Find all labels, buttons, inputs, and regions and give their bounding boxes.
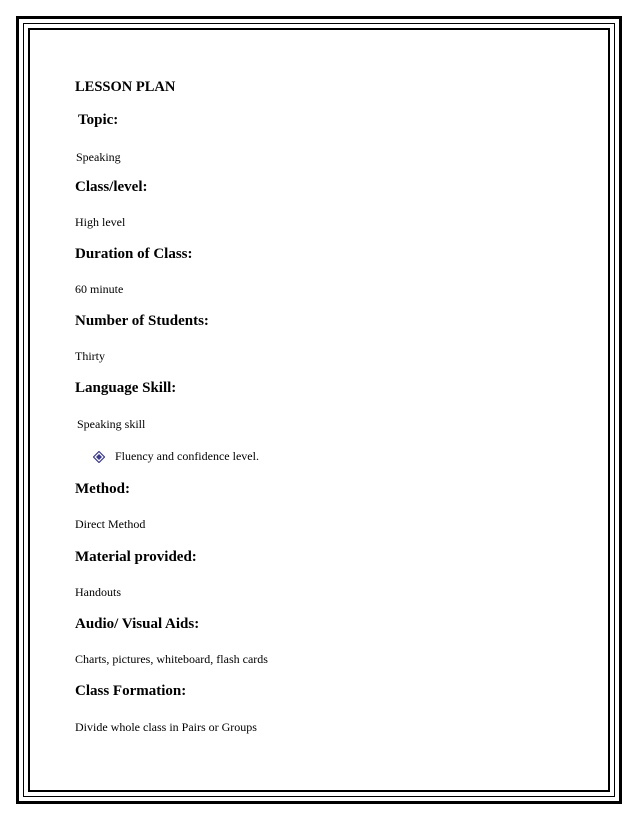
value-duration: 60 minute bbox=[75, 282, 124, 296]
value-audio-visual-aids: Charts, pictures, whiteboard, flash cards bbox=[75, 652, 268, 666]
heading-class-formation: Class Formation: bbox=[75, 683, 187, 699]
heading-material-provided: Material provided: bbox=[75, 549, 197, 565]
value-topic: Speaking bbox=[76, 150, 121, 164]
value-material-provided: Handouts bbox=[75, 585, 121, 599]
heading-class-level: Class/level: bbox=[75, 179, 148, 195]
value-number-of-students: Thirty bbox=[75, 349, 105, 363]
heading-duration: Duration of Class: bbox=[75, 246, 193, 262]
bullet-item bbox=[93, 449, 259, 464]
diamond-bullet-icon bbox=[93, 451, 105, 463]
value-class-level: High level bbox=[75, 215, 126, 229]
heading-number-of-students: Number of Students: bbox=[75, 313, 209, 329]
value-language-skill: Speaking skill bbox=[77, 417, 146, 431]
bullet-text: Fluency and confidence level. bbox=[115, 449, 259, 463]
value-method: Direct Method bbox=[75, 517, 146, 531]
heading-topic: Topic: bbox=[78, 112, 119, 128]
document-title: LESSON PLAN bbox=[75, 79, 176, 95]
heading-audio-visual-aids: Audio/ Visual Aids: bbox=[75, 616, 200, 632]
heading-method: Method: bbox=[75, 481, 130, 497]
heading-language-skill: Language Skill: bbox=[75, 380, 177, 396]
value-class-formation: Divide whole class in Pairs or Groups bbox=[75, 720, 257, 734]
page-border-inner bbox=[28, 28, 610, 792]
